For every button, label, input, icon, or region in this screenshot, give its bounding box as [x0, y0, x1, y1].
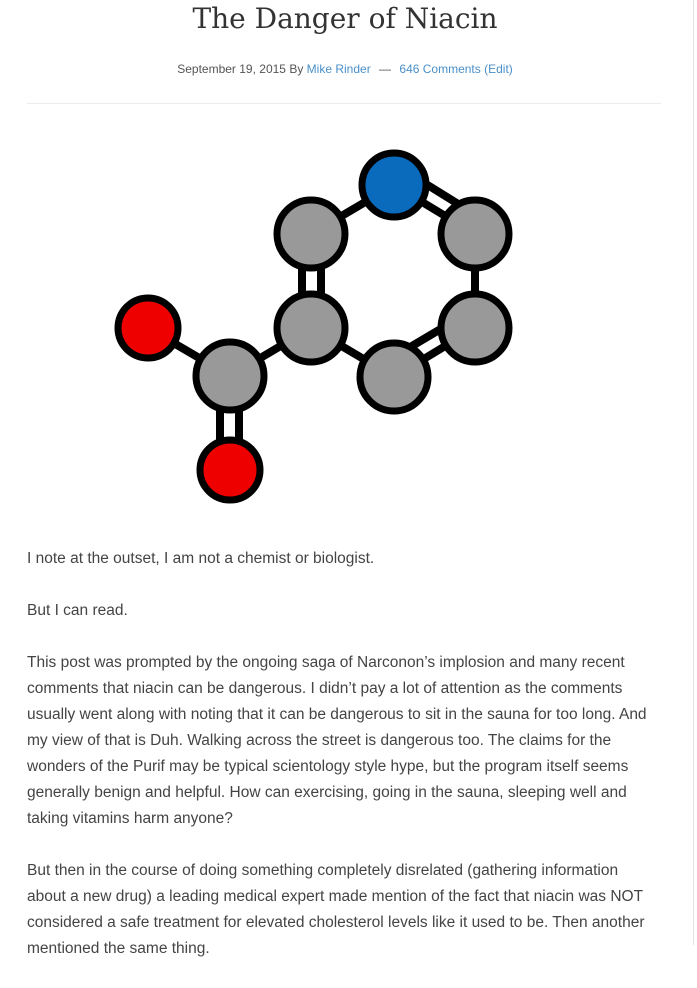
atom-nitrogen	[362, 153, 426, 217]
atom-carbon-6	[441, 200, 509, 268]
niacin-molecule-image	[100, 140, 530, 515]
atom-carbon-2	[277, 200, 345, 268]
content-edge-divider	[693, 0, 694, 945]
paragraph-2: But I can read.	[27, 602, 128, 619]
post-date: September 19, 2015	[177, 62, 286, 76]
edit-link[interactable]: (Edit)	[484, 62, 513, 76]
comments-link[interactable]: 646 Comments	[399, 62, 481, 76]
paragraph-1: I note at the outset, I am not a chemist or biologist.	[27, 550, 375, 567]
author-link[interactable]: Mike Rinder	[306, 62, 371, 76]
atom-oxygen-hydroxyl	[118, 298, 178, 358]
paragraph-3: This post was prompted by the ongoing saga of Narconon’s implosion and many recent comments that niacin can be dangerous. I didn’t pay a lot of attention as the comments usually went along with noting that it can be dangerous to sit in the sauna for too long. And my view of that is Duh. Walking across the street is dangerous too. The claims for the wonders of the Purif may be typical scientology style hype, but the program itself seems generally benign and helpful. How can exercising, going in the sauna, sleeping well and taking vitamins harm anyone?	[27, 654, 647, 827]
post-title: The Danger of Niacin	[192, 2, 498, 35]
meta-separator: —	[379, 62, 392, 76]
atom-carbon-4	[360, 343, 428, 411]
atom-carbon-5	[441, 294, 509, 362]
meta-divider	[27, 103, 661, 104]
atom-carbon-3	[277, 294, 345, 362]
atom-oxygen-carbonyl	[200, 440, 260, 500]
atoms	[118, 153, 509, 500]
paragraph-4: But then in the course of doing something completely disrelated (gathering information about a new drug) a leading medical expert made mention of the fact that niacin was NOT considered a safe treatment for elevated cholesterol levels like it used to be. Then another mentioned the same thing.	[27, 862, 645, 957]
post-content	[27, 546, 659, 988]
atom-carbon-carboxyl	[196, 342, 264, 410]
post-meta	[0, 60, 690, 78]
by-label: By	[289, 62, 304, 76]
